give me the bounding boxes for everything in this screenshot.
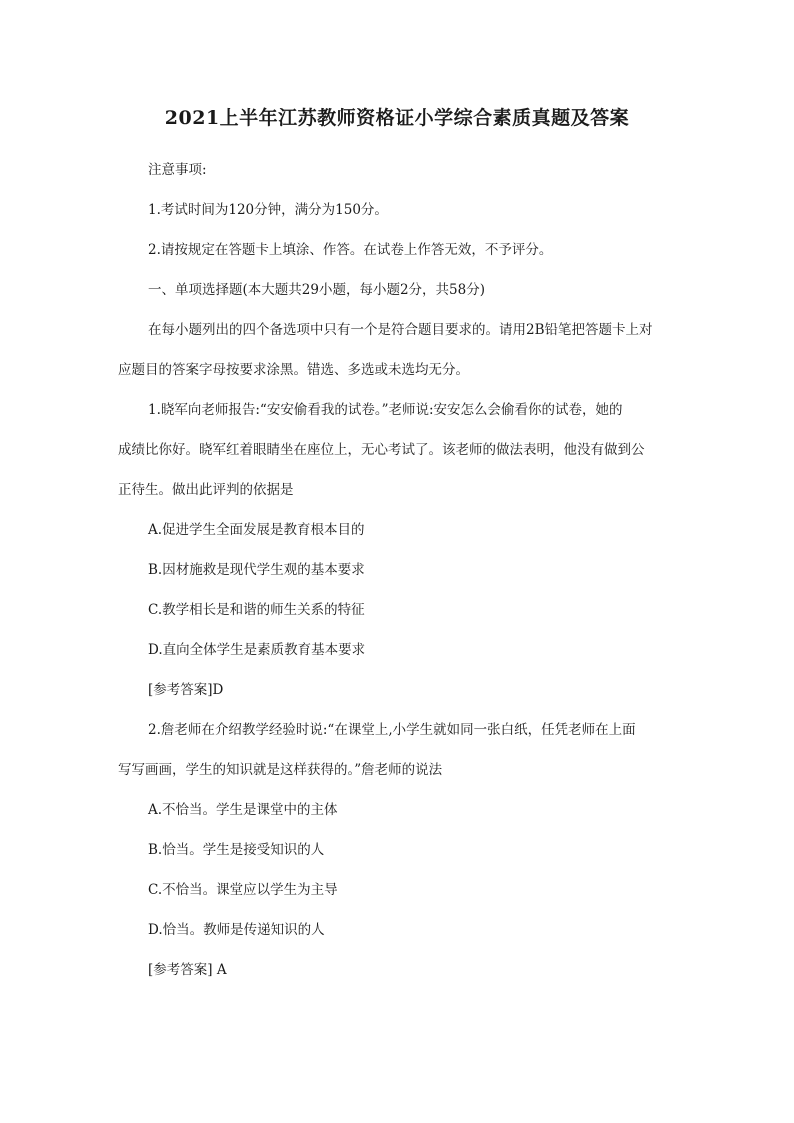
question-option: D.恰当。教师是传递知识的人 xyxy=(148,922,325,938)
question-stem-line: 写写画画，学生的知识就是这样获得的。”詹老师的说法 xyxy=(118,762,443,778)
question-stem-line: 1.晓军向老师报告:“安安偷看我的试卷。”老师说:安安怎么会偷看你的试卷，她的 xyxy=(148,402,623,418)
notice-item: 1.考试时间为120分钟，满分为150分。 xyxy=(148,202,388,218)
question-option: A.促进学生全面发展是教育根本目的 xyxy=(148,522,365,538)
question-option: C.教学相长是和谐的师生关系的特征 xyxy=(148,602,365,618)
question-option: B.因材施救是现代学生观的基本要求 xyxy=(148,562,365,578)
notice-item: 2.请按规定在答题卡上填涂、作答。在试卷上作答无效，不予评分。 xyxy=(148,242,553,258)
instruction-line: 应题目的答案字母按要求涂黑。错选、多选或未选均无分。 xyxy=(118,362,469,378)
section-heading: 一、单项选择题(本大题共29小题，每小题2分，共58分) xyxy=(148,282,485,298)
question-option: C.不恰当。课堂应以学生为主导 xyxy=(148,882,338,898)
page-title: 2021上半年江苏教师资格证小学综合素质真题及答案 xyxy=(164,107,630,129)
notice-heading: 注意事项: xyxy=(148,162,207,178)
reference-answer: [参考答案]D xyxy=(148,682,224,698)
question-option: A.不恰当。学生是课堂中的主体 xyxy=(148,802,338,818)
reference-answer: [参考答案] A xyxy=(148,962,227,978)
instruction-line: 在每小题列出的四个备选项中只有一个是符合题目要求的。请用2B铅笔把答题卡上对 xyxy=(148,322,653,338)
question-option: D.直向全体学生是素质教育基本要求 xyxy=(148,642,366,658)
question-stem-line: 成绩比你好。晓军红着眼睛坐在座位上，无心考试了。该老师的做法表明，他没有做到公 xyxy=(118,442,645,458)
question-stem-line: 正待生。做出此评判的依据是 xyxy=(118,482,294,498)
question-option: B.恰当。学生是接受知识的人 xyxy=(148,842,325,858)
question-stem-line: 2.詹老师在介绍教学经验时说:“在课堂上,小学生就如同一张白纸，任凭老师在上面 xyxy=(148,722,636,738)
